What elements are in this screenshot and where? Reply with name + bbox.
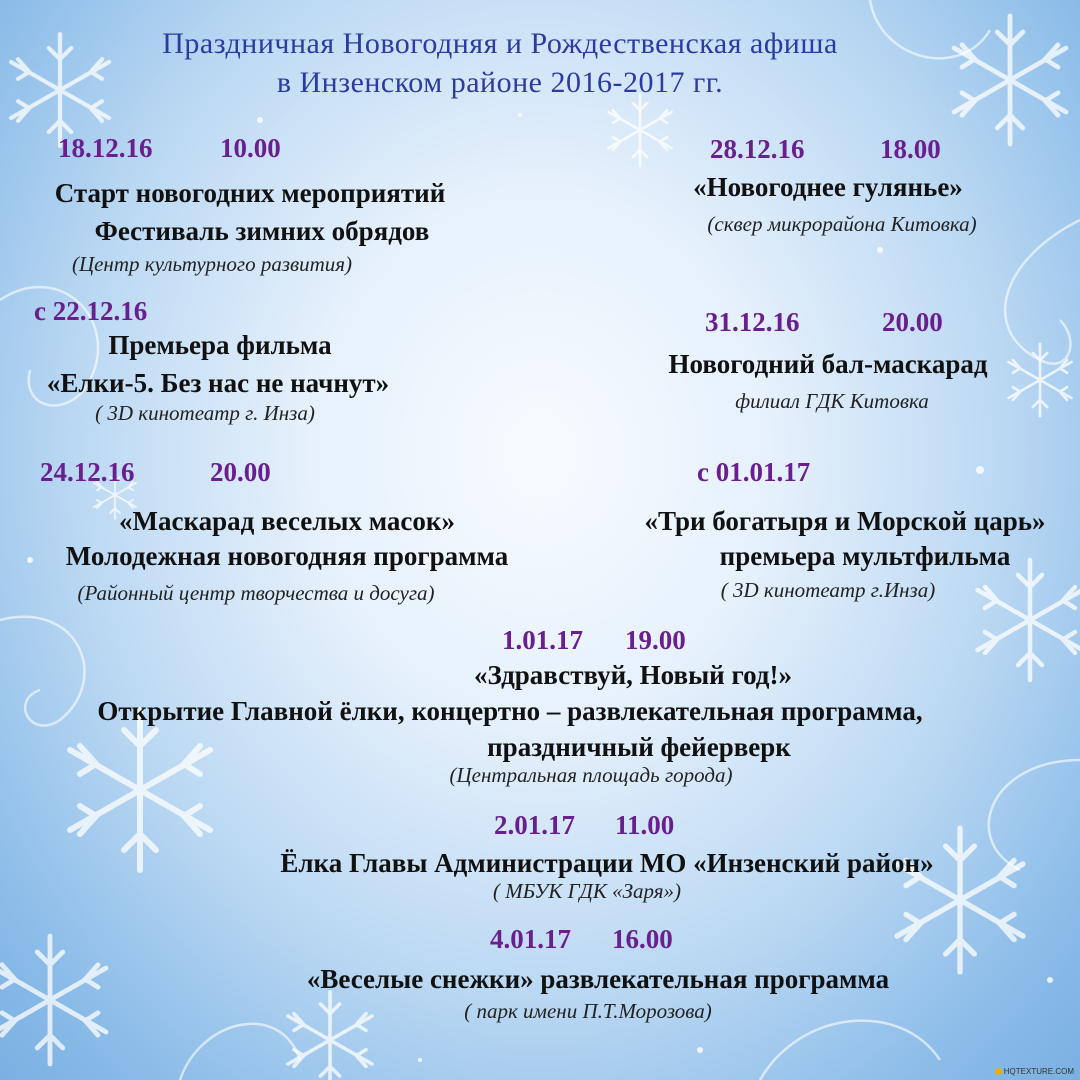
event-title: Новогодний бал-маскарад [668,349,988,379]
event-time: 20.00 [882,307,943,337]
event-location: ( МБУК ГДК «Заря») [493,879,681,903]
event-title: Премьера фильма [108,330,332,360]
event-title: «Веселые снежки» развлекательная программа [306,964,890,994]
watermark-logo-icon [995,1068,1002,1075]
event-subtitle: премьера мультфильма [719,541,1011,571]
event-date: 28.12.16 [710,134,805,164]
event-subtitle: «Елки-5. Без нас не начнут» [46,368,390,398]
event-date: 24.12.16 [40,457,135,487]
event-subtitle: Открытие Главной ёлки, концертно – развлекательная программа, [97,696,923,726]
event-title: «Маскарад веселых масок» [119,506,455,536]
event-location: (Центральная площадь города) [449,763,733,787]
event-subtitle-2: праздничный фейерверк [487,732,791,762]
poster-title-line-1: Праздничная Новогодняя и Рождественская афиша [162,27,838,60]
event-time: 20.00 [210,457,271,487]
event-location: ( парк имени П.Т.Морозова) [464,999,712,1023]
event-date: 2.01.17 [494,810,575,840]
event-location: (сквер микрорайона Китовка) [707,212,977,236]
event-title: «Три богатыря и Морской царь» [644,506,1046,536]
watermark-text: HQTEXTURE.COM [1003,1067,1074,1076]
event-location: филиал ГДК Китовка [735,389,929,413]
event-date: 18.12.16 [58,133,153,163]
event-title: «Новогоднее гулянье» [693,172,963,202]
event-title: «Здравствуй, Новый год!» [474,660,792,690]
event-subtitle: Молодежная новогодняя программа [65,541,509,571]
event-date: 4.01.17 [490,924,571,954]
event-time: 11.00 [615,810,675,840]
event-location: (Центр культурного развития) [71,252,353,276]
event-title: Ёлка Главы Администрации МО «Инзенский район» [280,848,934,878]
event-date: с 01.01.17 [697,457,811,487]
event-subtitle: Фестиваль зимних обрядов [94,216,430,246]
poster-title-line-2: в Инзенском районе 2016-2017 гг. [276,66,724,99]
event-title: Старт новогодних мероприятий [54,178,446,208]
event-date: 31.12.16 [705,307,800,337]
event-time: 19.00 [625,625,686,655]
event-date: с 22.12.16 [34,296,148,326]
event-time: 10.00 [220,133,281,163]
event-location: ( 3D кинотеатр г. Инза) [95,401,315,425]
event-location: (Районный центр творчества и досуга) [77,581,435,605]
event-date: 1.01.17 [502,625,583,655]
event-time: 18.00 [880,134,941,164]
event-location: ( 3D кинотеатр г.Инза) [720,578,936,602]
watermark [995,1067,1074,1076]
event-time: 16.00 [612,924,673,954]
